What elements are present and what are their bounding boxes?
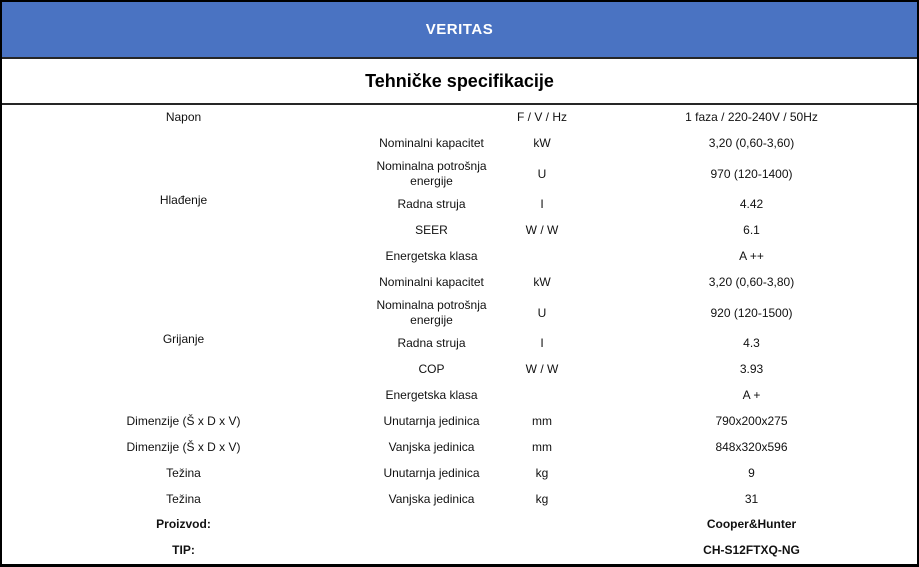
group-label-cell: Dimenzije (Š x D x V) bbox=[126, 439, 241, 454]
sub-label-cell: Nominalna potrošnja energije bbox=[376, 298, 487, 328]
table-row bbox=[2, 538, 917, 564]
group-label-cell: Grijanje bbox=[162, 331, 205, 346]
table-row bbox=[2, 270, 917, 296]
group-label-cell: Hlađenje bbox=[159, 192, 208, 207]
table-row bbox=[2, 408, 917, 434]
brand-title: VERITAS bbox=[425, 21, 494, 38]
value-cell: 920 (120-1500) bbox=[710, 305, 793, 320]
brand-header bbox=[2, 2, 917, 59]
value-cell: A + bbox=[742, 388, 761, 402]
unit-cell: mm bbox=[532, 413, 552, 428]
group-label-cell: Težina bbox=[166, 465, 201, 480]
group-label-cell: Težina bbox=[166, 491, 201, 506]
sub-label-cell: Vanjska jedinica bbox=[388, 439, 475, 454]
unit-cell: kW bbox=[533, 275, 551, 290]
unit-cell: I bbox=[540, 336, 544, 351]
value-cell: 3,20 (0,60-3,60) bbox=[708, 136, 795, 151]
sub-label-cell: COP bbox=[418, 362, 445, 377]
table-row bbox=[2, 512, 917, 538]
spec-table-wrap bbox=[2, 105, 917, 564]
table-row bbox=[2, 486, 917, 512]
value-cell: 1 faza / 220-240V / 50Hz bbox=[685, 110, 818, 125]
title-row bbox=[2, 59, 917, 105]
sub-label-cell: Unutarnja jedinica bbox=[383, 413, 480, 428]
sub-label-cell: Radna struja bbox=[397, 336, 466, 351]
sub-label-cell: Radna struja bbox=[397, 197, 466, 212]
unit-cell bbox=[498, 383, 586, 409]
unit-cell: F / V / Hz bbox=[516, 110, 567, 125]
value-cell: 3,20 (0,60-3,80) bbox=[708, 275, 795, 290]
sub-label-cell: Vanjska jedinica bbox=[388, 491, 475, 506]
value-cell: 790x200x275 bbox=[715, 413, 788, 428]
unit-cell: U bbox=[537, 305, 547, 320]
unit-cell: kW bbox=[533, 136, 551, 151]
spec-table-body bbox=[2, 105, 917, 564]
sub-label-cell: Nominalni kapacitet bbox=[379, 275, 484, 290]
group-label-cell: TIP: bbox=[172, 543, 195, 558]
unit-cell bbox=[498, 538, 586, 564]
sub-label-cell: Energetska klasa bbox=[385, 249, 478, 264]
value-cell: 4.42 bbox=[739, 197, 764, 212]
unit-cell: I bbox=[540, 197, 544, 212]
group-label-cell: Napon bbox=[165, 110, 202, 125]
table-row bbox=[2, 131, 917, 157]
sub-label-cell: Nominalna potrošnja energije bbox=[376, 159, 487, 189]
value-cell: Cooper&Hunter bbox=[706, 517, 797, 532]
unit-cell bbox=[498, 244, 586, 270]
sub-label-cell: Unutarnja jedinica bbox=[383, 465, 480, 480]
table-row bbox=[2, 105, 917, 131]
sub-label-cell bbox=[365, 105, 498, 131]
sub-label-cell bbox=[365, 512, 498, 538]
unit-cell: W / W bbox=[525, 362, 559, 377]
table-row bbox=[2, 460, 917, 486]
value-cell: A ++ bbox=[739, 249, 764, 264]
sub-label-cell: Energetska klasa bbox=[385, 388, 478, 402]
table-row bbox=[2, 434, 917, 460]
value-cell: 31 bbox=[744, 491, 759, 506]
unit-cell: mm bbox=[532, 439, 552, 454]
sub-label-cell: SEER bbox=[415, 223, 448, 238]
unit-cell: U bbox=[537, 166, 547, 181]
spec-table bbox=[2, 105, 917, 564]
unit-cell: kg bbox=[535, 491, 549, 506]
sub-label-cell bbox=[365, 538, 498, 564]
group-label-cell: Dimenzije (Š x D x V) bbox=[126, 413, 241, 428]
unit-cell: W / W bbox=[525, 223, 559, 238]
value-cell: 848x320x596 bbox=[715, 439, 788, 454]
value-cell: 3.93 bbox=[739, 362, 764, 377]
unit-cell bbox=[498, 512, 586, 538]
unit-cell: kg bbox=[535, 465, 549, 480]
page-title: Tehničke specifikacije bbox=[365, 70, 554, 91]
value-cell: 970 (120-1400) bbox=[710, 166, 793, 181]
value-cell: CH-S12FTXQ-NG bbox=[703, 543, 800, 558]
sub-label-cell: Nominalni kapacitet bbox=[379, 136, 484, 151]
group-label-cell: Proizvod: bbox=[156, 517, 211, 532]
value-cell: 6.1 bbox=[743, 223, 760, 238]
value-cell: 4.3 bbox=[743, 336, 760, 351]
value-cell: 9 bbox=[748, 465, 755, 480]
